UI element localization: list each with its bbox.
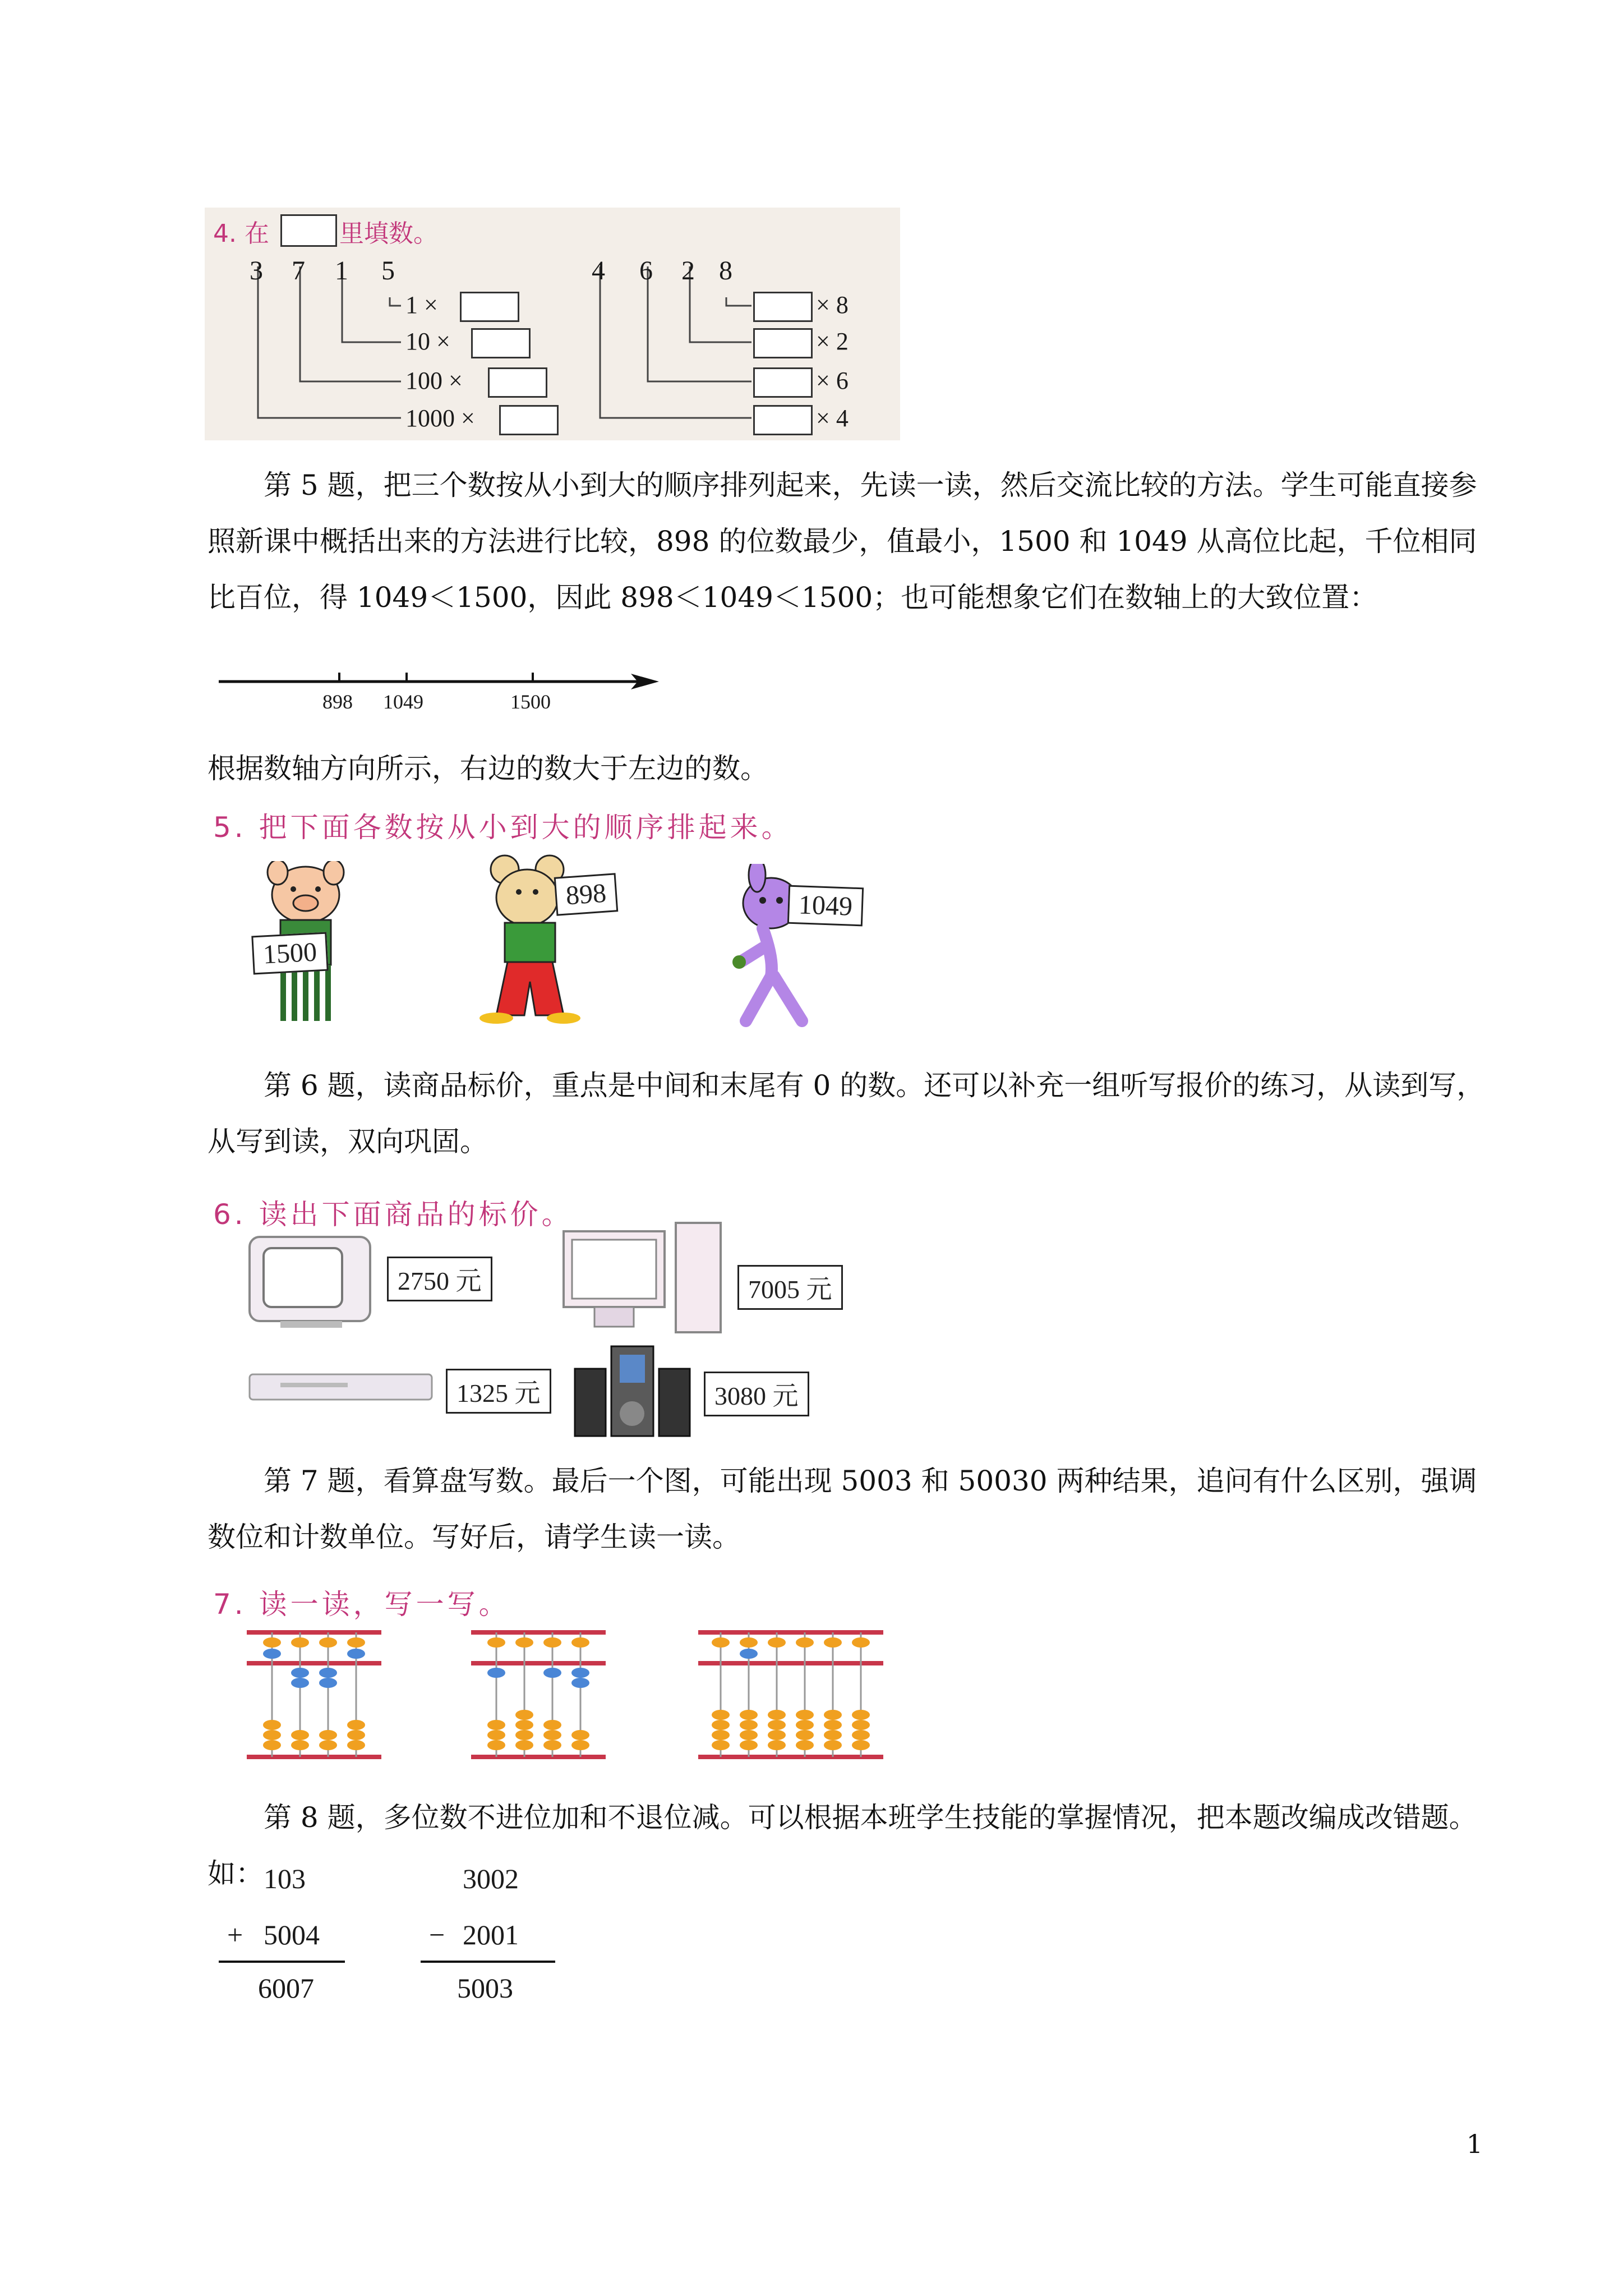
exercise-7-title: 7. 读一读，写一写。 [213, 1588, 510, 1621]
number-card: 898 [554, 873, 619, 916]
price-tag-tv: 2750 元 [387, 1257, 492, 1301]
abacus-1 [247, 1627, 381, 1761]
paragraph-exercise-7-notes [208, 1453, 1497, 1565]
answer-box[interactable] [471, 328, 531, 358]
place-value-label: 100 × [405, 367, 463, 394]
abacus-2 [471, 1627, 606, 1761]
place-value-label: 1 × [405, 291, 438, 319]
digit: 6 [639, 256, 653, 286]
dvd-player-icon [247, 1369, 437, 1408]
place-value-label: 1000 × [405, 404, 475, 432]
operator: + [227, 1919, 243, 1950]
difference-line [421, 1961, 555, 1963]
number-card: 1500 [251, 932, 328, 975]
number-line-label: 1049 [383, 691, 423, 713]
digit: 7 [292, 256, 305, 286]
paragraph-number-line-note [208, 740, 1497, 797]
number-line-label: 898 [322, 691, 353, 713]
page-number: 1 [1466, 2129, 1483, 2159]
subtraction-example [421, 1862, 561, 2019]
exercise-6-title: 6. 读出下面商品的标价。 [213, 1198, 573, 1231]
price-tag-computer: 7005 元 [737, 1265, 843, 1310]
answer-box[interactable] [753, 367, 813, 398]
digit: 5 [381, 256, 395, 286]
subtrahend: 2001 [463, 1919, 519, 1950]
digit: 2 [681, 256, 695, 286]
abacus-3 [698, 1627, 883, 1761]
paragraph-text: 第 6 题，读商品标价，重点是中间和末尾有 0 的数。还可以补充一组听写报价的练习，从读到写，从写到读，双向巩固。 [208, 1069, 1485, 1158]
digit: 3 [250, 256, 263, 286]
number-card: 1049 [787, 885, 864, 927]
place-value-label: 10 × [405, 328, 450, 355]
answer-box[interactable] [499, 405, 559, 435]
price-tag-speaker: 3080 元 [704, 1372, 809, 1416]
multiplier-label: × 8 [816, 291, 849, 319]
addend-second: 5004 [264, 1919, 320, 1950]
tv-icon [247, 1234, 376, 1329]
sum-result: 6007 [258, 1972, 314, 2004]
difference-result: 5003 [457, 1972, 513, 2004]
paragraph-text: 根据数轴方向所示，右边的数大于左边的数。 [208, 752, 768, 785]
price-tag-dvd-player: 1325 元 [446, 1369, 551, 1414]
mouse-character [474, 853, 620, 1032]
operator: − [429, 1919, 445, 1950]
speaker-icon [572, 1343, 693, 1439]
paragraph-text: 第 5 题，把三个数按从小到大的顺序排列起来，先读一读，然后交流比较的方法。学生可能直接参照新课中概括出来的方法进行比较，898 的位数最少，值最小，1500 和 1049 从高位比起，千位相同比百位，得 1049＜1500，因此 898＜1049＜1500；也可能想象它们在数轴上的大致位置： [208, 469, 1477, 614]
paragraph-exercise-8-notes [208, 1789, 1497, 1902]
addition-example [219, 1862, 348, 2019]
number-line-axis [216, 665, 665, 721]
multiplier-label: × 6 [816, 367, 849, 394]
exercise-5-title: 5. 把下面各数按从小到大的顺序排起来。 [213, 811, 793, 844]
number-line [216, 665, 665, 721]
exercise-4-title-tail: 里填数。 [339, 219, 438, 248]
multiplier-label: × 2 [816, 328, 849, 355]
exercise-4-figure [205, 208, 900, 440]
exercise-4-title-box [280, 214, 337, 247]
multiplier-label: × 4 [816, 404, 849, 432]
answer-box[interactable] [753, 292, 813, 322]
answer-box[interactable] [460, 292, 519, 322]
paragraph-exercise-5-notes [208, 457, 1497, 625]
answer-box[interactable] [488, 367, 547, 398]
addend-top: 103 [264, 1863, 306, 1894]
digit: 4 [592, 256, 605, 286]
exercise-4-title: 4. 在 [213, 219, 269, 248]
digit: 1 [335, 256, 348, 286]
minuend: 3002 [463, 1863, 519, 1894]
answer-box[interactable] [753, 328, 813, 358]
pig-character [250, 861, 362, 1029]
digit: 8 [719, 256, 732, 286]
answer-box[interactable] [753, 405, 813, 435]
paragraph-text: 第 7 题，看算盘写数。最后一个图，可能出现 5003 和 50030 两种结果，追问有什么区别，强调数位和计数单位。写好后，请学生读一读。 [208, 1465, 1477, 1553]
paragraph-exercise-6-notes [208, 1057, 1497, 1170]
computer-icon [561, 1220, 729, 1338]
number-line-label: 1500 [510, 691, 551, 713]
sum-line [219, 1961, 345, 1963]
paragraph-text: 第 8 题，多位数不进位加和不退位减。可以根据本班学生技能的掌握情况，把本题改编成改错题。如： [208, 1801, 1477, 1890]
dog-character [723, 864, 886, 1032]
